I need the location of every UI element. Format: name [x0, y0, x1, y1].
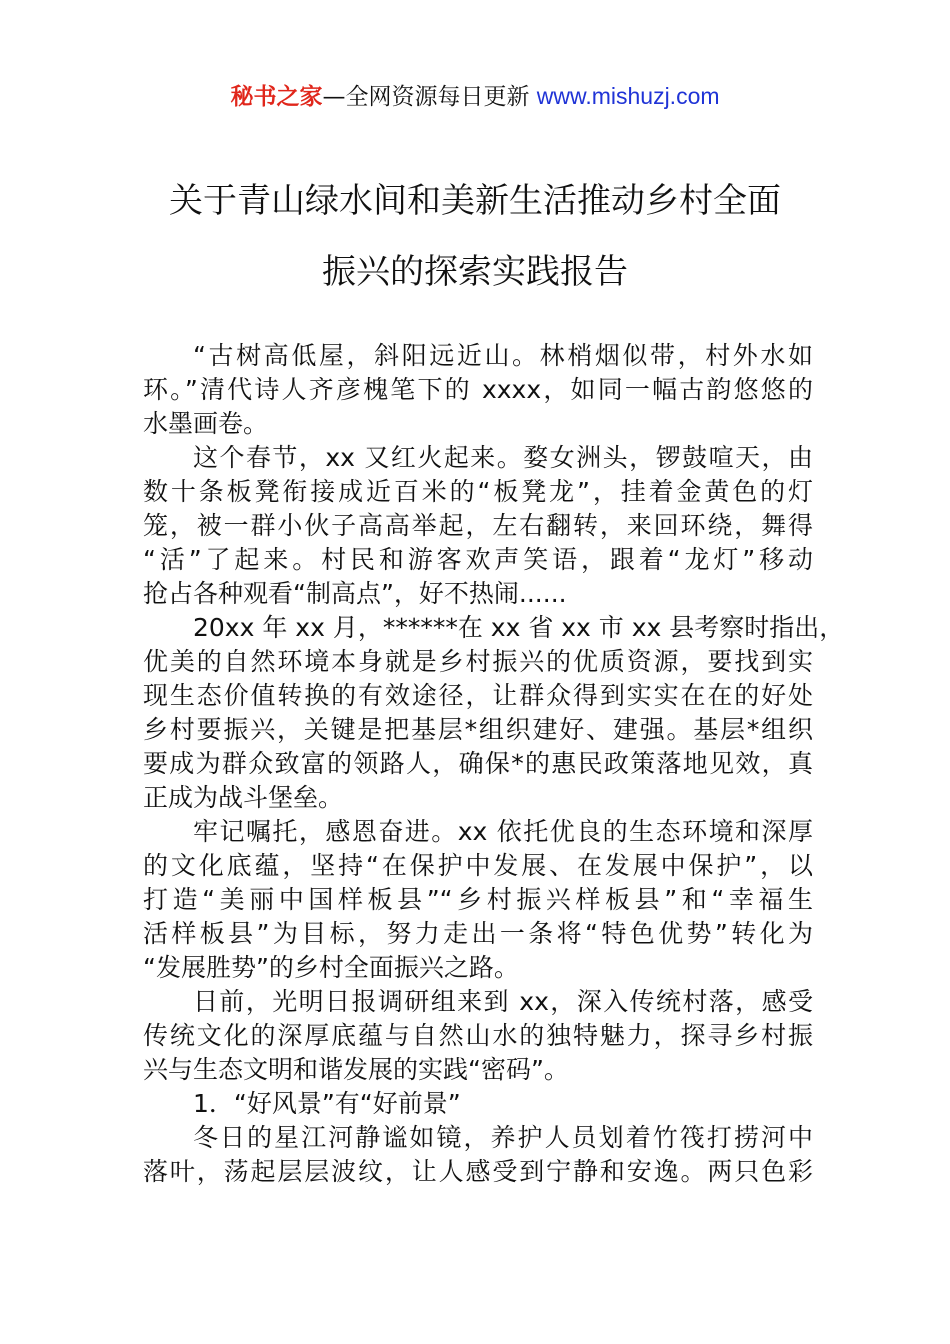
- body-line: 水墨画卷。: [143, 409, 269, 438]
- section-heading: 1．“好风景”有“好前景”: [193, 1089, 461, 1118]
- body-line: 优美的自然环境本身就是乡村振兴的优质资源，要找到实: [143, 647, 813, 676]
- body-line: 环。”清代诗人齐彦槐笔下的 xxxx，如同一幅古韵悠悠的: [143, 375, 813, 404]
- site-brand: 秘书之家: [230, 84, 323, 110]
- body-line: 20xx 年 xx 月，******在 xx 省 xx 市 xx 县考察时指出，: [193, 613, 845, 642]
- body-line: 数十条板凳衔接成近百米的“板凳龙”，挂着金黄色的灯: [143, 477, 813, 506]
- body-line: 乡村要振兴，关键是把基层*组织建好、建强。基层*组织: [143, 715, 813, 744]
- body-line: 打造“美丽中国样板县”“乡村振兴样板县”和“幸福生: [143, 885, 813, 914]
- body-line: 传统文化的深厚底蕴与自然山水的独特魅力，探寻乡村振: [143, 1021, 813, 1050]
- body-line: 牢记嘱托，感恩奋进。xx 依托优良的生态环境和深厚: [193, 817, 813, 846]
- document-title-line-1: 关于青山绿水间和美新生活推动乡村全面: [169, 181, 781, 221]
- body-line: 落叶，荡起层层波纹，让人感受到宁静和安逸。两只色彩: [143, 1157, 813, 1186]
- site-header: [0, 80, 950, 113]
- site-url[interactable]: www.mishuzj.com: [536, 83, 720, 109]
- body-line: 兴与生态文明和谐发展的实践“密码”。: [143, 1055, 569, 1084]
- body-line: 的文化底蕴，坚持“在保护中发展、在发展中保护”，以: [143, 851, 813, 880]
- site-tagline: —全网资源每日更新: [322, 84, 530, 110]
- body-line: “发展胜势”的乡村全面振兴之路。: [143, 953, 519, 982]
- body-line: 现生态价值转换的有效途径，让群众得到实实在在的好处: [143, 681, 813, 710]
- body-line: 抢占各种观看“制高点”，好不热闹......: [143, 579, 567, 608]
- body-line: 笼，被一群小伙子高高举起，左右翻转，来回环绕，舞得: [143, 511, 813, 540]
- body-line: 活样板县”为目标，努力走出一条将“特色优势”转化为: [143, 919, 813, 948]
- body-line: 正成为战斗堡垒。: [143, 783, 344, 812]
- body-line: “古树高低屋，斜阳远近山。林梢烟似带，村外水如: [193, 341, 813, 370]
- document-title-line-2: 振兴的探索实践报告: [322, 252, 628, 292]
- body-line: 这个春节，xx 又红火起来。婺女洲头，锣鼓喧天，由: [193, 443, 813, 472]
- body-line: 冬日的星江河静谧如镜，养护人员划着竹筏打捞河中: [193, 1123, 813, 1152]
- document-body: [143, 339, 845, 1189]
- body-line: 日前，光明日报调研组来到 xx，深入传统村落，感受: [193, 987, 813, 1016]
- body-line: 要成为群众致富的领路人，确保*的惠民政策落地见效，真: [143, 749, 813, 778]
- body-line: “活”了起来。村民和游客欢声笑语，跟着“龙灯”移动: [143, 545, 813, 574]
